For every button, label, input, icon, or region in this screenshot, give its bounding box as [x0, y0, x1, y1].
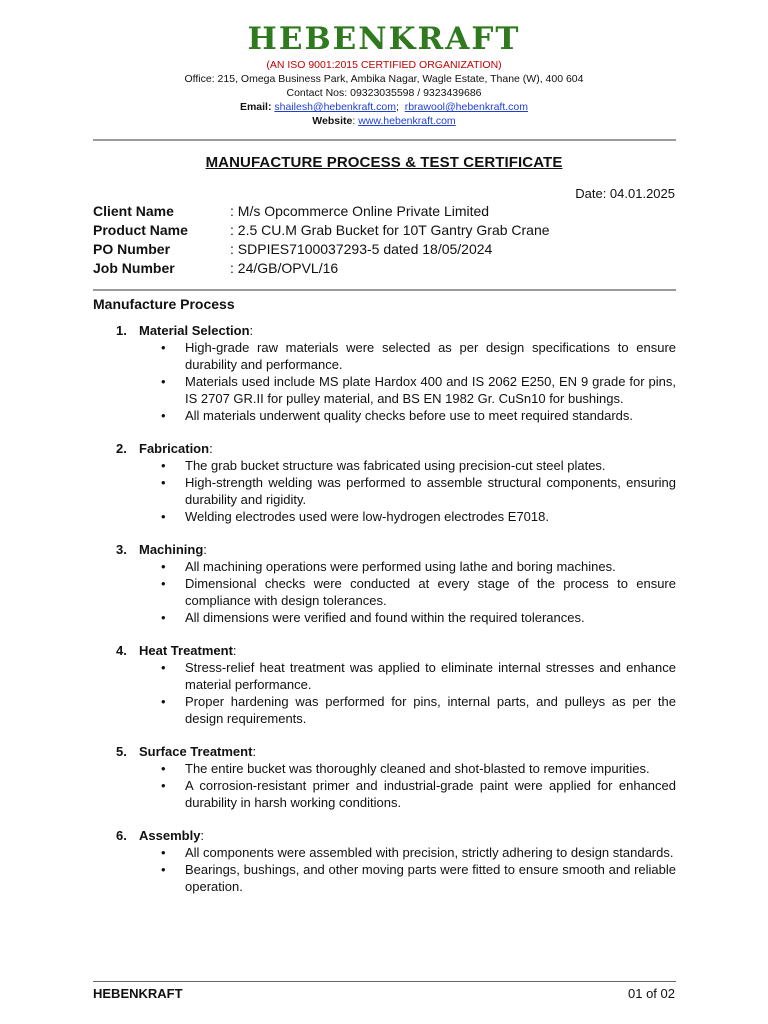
bullet-glyph: •: [161, 845, 166, 860]
info-value: : 2.5 CU.M Grab Bucket for 10T Gantry Grab Crane: [230, 222, 550, 238]
step-name: Material Selection: [139, 323, 250, 338]
bullet-list: [93, 558, 676, 626]
bullet-list: [93, 760, 676, 811]
info-label: Product Name: [93, 222, 188, 238]
document-title: MANUFACTURE PROCESS & TEST CERTIFICATE: [205, 154, 563, 171]
step-assembly: [93, 827, 676, 895]
website-link[interactable]: www.hebenkraft.com: [358, 115, 456, 127]
bullet-text: Bearings, bushings, and other moving parts were fitted to ensure smooth and reliable operation.: [185, 862, 676, 894]
list-item: [93, 508, 676, 525]
step-heading: [93, 322, 676, 339]
bullet-text: Stress-relief heat treatment was applied to eliminate internal stresses and enhance material performance.: [185, 660, 676, 692]
list-item: [93, 777, 676, 811]
bullet-list: [93, 844, 676, 895]
list-item: [93, 693, 676, 727]
step-colon: :: [249, 323, 254, 338]
step-heading: [93, 440, 676, 457]
info-row-job: [93, 259, 550, 278]
list-item: [93, 659, 676, 693]
email-link-2[interactable]: rbrawool@hebenkraft.com: [404, 101, 529, 113]
contact-numbers: Contact Nos: 09323035598 / 9323439686: [286, 87, 482, 99]
step-name: Fabrication: [139, 441, 210, 456]
document-date: Date: 04.01.2025: [575, 186, 675, 201]
info-value: : 24/GB/OPVL/16: [230, 260, 339, 276]
bullet-text: All machining operations were performed using lathe and boring machines.: [185, 559, 616, 574]
step-machining: [93, 541, 676, 626]
footer-company: HEBENKRAFT: [93, 986, 183, 1001]
bullet-text: The entire bucket was thoroughly cleaned and shot-blasted to remove impurities.: [185, 761, 650, 776]
website-label: Website: [312, 115, 353, 127]
step-surface-treatment: [93, 743, 676, 811]
step-heading: [93, 827, 676, 844]
step-name-wrap: [139, 440, 213, 457]
list-item: [93, 457, 676, 474]
bullet-glyph: •: [161, 408, 166, 423]
bullet-list: [93, 659, 676, 727]
website-separator: :: [352, 115, 356, 127]
bullet-glyph: •: [161, 509, 166, 524]
step-name: Heat Treatment: [139, 643, 233, 658]
list-item: [93, 339, 676, 373]
info-divider: [93, 289, 676, 291]
bullet-text: Materials used include MS plate Hardox 400 and IS 2062 E250, EN 9 grade for pins, IS 2707 GR.II for pulley material, and BS EN 1982 Gr. CuSn10 for bushings.: [185, 374, 676, 406]
step-name-wrap: [139, 642, 237, 659]
bullet-glyph: •: [161, 475, 166, 490]
bullet-text: The grab bucket structure was fabricated using precision-cut steel plates.: [185, 458, 606, 473]
bullet-glyph: •: [161, 610, 166, 625]
step-name-wrap: [139, 541, 207, 558]
info-label: PO Number: [93, 241, 171, 257]
bullet-text: High-strength welding was performed to assemble structural components, ensuring durability and rigidity.: [185, 475, 676, 507]
bullet-glyph: •: [161, 374, 166, 389]
step-colon: :: [200, 828, 205, 843]
step-number: 2.: [116, 441, 127, 456]
bullet-list: [93, 457, 676, 525]
info-block: [93, 202, 550, 278]
step-colon: :: [209, 441, 213, 456]
email-label: Email:: [239, 101, 272, 113]
bullet-text: A corrosion-resistant primer and industrial-grade paint were applied for enhanced durability in harsh working conditions.: [185, 778, 676, 810]
bullet-glyph: •: [161, 761, 166, 776]
bullet-glyph: •: [161, 576, 166, 591]
bullet-text: All materials underwent quality checks before use to meet required standards.: [185, 408, 634, 423]
header-divider: [93, 139, 676, 141]
step-name: Assembly: [139, 828, 201, 843]
info-row-product: [93, 221, 550, 240]
info-row-client: [93, 202, 550, 221]
office-address: Office: 215, Omega Business Park, Ambika Nagar, Wagle Estate, Thane (W), 400 604: [184, 73, 584, 85]
bullet-text: Welding electrodes used were low-hydrogen electrodes E7018.: [185, 509, 549, 524]
bullet-glyph: •: [161, 862, 166, 877]
bullet-glyph: •: [161, 694, 166, 709]
info-value: : M/s Opcommerce Online Private Limited: [230, 203, 490, 219]
info-label: Job Number: [93, 260, 175, 276]
email-separator: ;: [395, 101, 399, 113]
step-number: 3.: [116, 542, 127, 557]
step-number: 1.: [116, 323, 127, 338]
step-colon: :: [203, 542, 207, 557]
step-number: 6.: [116, 828, 127, 843]
info-label: Client Name: [93, 203, 174, 219]
step-material-selection: [93, 322, 676, 424]
step-heading: [93, 541, 676, 558]
email-link-1[interactable]: shailesh@hebenkraft.com: [274, 101, 396, 113]
step-name-wrap: [139, 827, 204, 844]
step-heat-treatment: [93, 642, 676, 727]
step-name: Machining: [139, 542, 204, 557]
step-colon: :: [232, 643, 237, 658]
step-name-wrap: [139, 322, 253, 339]
step-heading: [93, 642, 676, 659]
list-item: [93, 760, 676, 777]
step-fabrication: [93, 440, 676, 525]
list-item: [93, 575, 676, 609]
step-number: 4.: [116, 643, 127, 658]
info-value: : SDPIES7100037293-5 dated 18/05/2024: [230, 241, 493, 257]
list-item: [93, 373, 676, 407]
bullet-glyph: •: [161, 559, 166, 574]
list-item: [93, 407, 676, 424]
bullet-text: Proper hardening was performed for pins, internal parts, and pulleys as per the design requirements.: [185, 694, 676, 726]
list-item: [93, 558, 676, 575]
info-row-po: [93, 240, 550, 259]
list-item: [93, 609, 676, 626]
step-colon: :: [252, 744, 257, 759]
footer-divider: [93, 981, 676, 982]
iso-certification: (AN ISO 9001:2015 CERTIFIED ORGANIZATION): [266, 59, 502, 71]
bullet-glyph: •: [161, 660, 166, 675]
bullet-list: [93, 339, 676, 424]
bullet-text: High-grade raw materials were selected as per design specifications to ensure durability and performance.: [185, 340, 676, 372]
company-logo: HEBENKRAFT: [247, 21, 521, 57]
step-number: 5.: [116, 744, 127, 759]
bullet-glyph: •: [161, 778, 166, 793]
bullet-text: All components were assembled with precision, strictly adhering to design standards.: [185, 845, 674, 860]
bullet-text: Dimensional checks were conducted at every stage of the process to ensure compliance with design tolerances.: [185, 576, 676, 608]
step-heading: [93, 743, 676, 760]
bullet-glyph: •: [161, 458, 166, 473]
list-item: [93, 844, 676, 861]
list-item: [93, 861, 676, 895]
page-number: 01 of 02: [628, 986, 675, 1001]
step-name: Surface Treatment: [139, 744, 253, 759]
section-title: Manufacture Process: [93, 296, 235, 312]
bullet-text: All dimensions were verified and found within the required tolerances.: [185, 610, 585, 625]
email-line: [0, 100, 768, 114]
bullet-glyph: •: [161, 340, 166, 355]
process-steps: [93, 322, 676, 911]
list-item: [93, 474, 676, 508]
website-line: [0, 114, 768, 128]
step-name-wrap: [139, 743, 256, 760]
